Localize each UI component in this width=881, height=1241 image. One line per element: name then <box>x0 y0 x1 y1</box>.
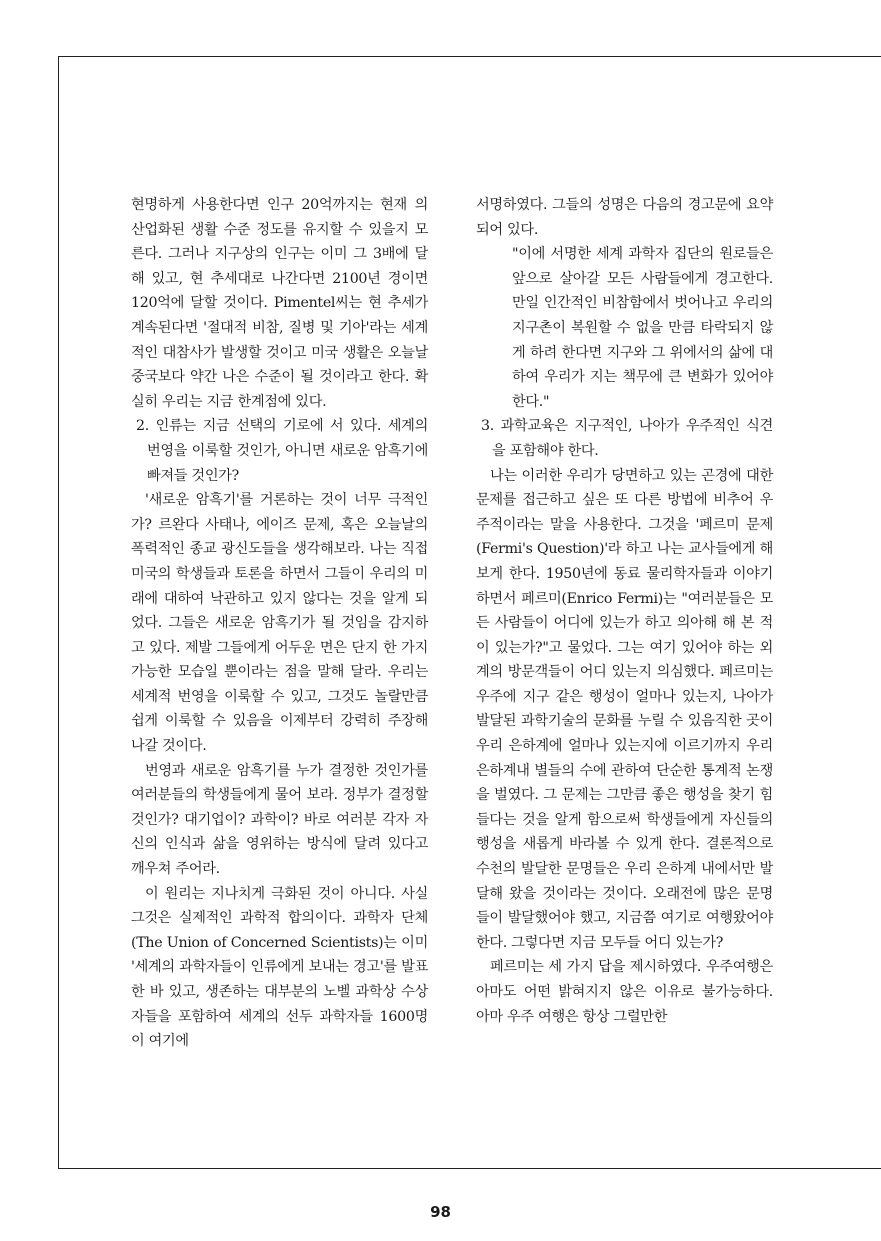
left-column <box>131 193 428 1054</box>
paragraph: 현명하게 사용한다면 인구 20억까지는 현재 의 산업화된 생활 수준 정도를 유지할 수 있을지 모른다. 그러나 지구상의 인구는 이미 그 3배에 달해 있고, 현 추세대로 나간다면 2100년 경이면 120억에 달할 것이다. Pimentel씨는 현 추세가 계속된다면 '절대적 비참, 질병 및 기아'라는 세계적인 대참사가 발생할 것이고 미국 생활은 오늘날 중국보다 약간 나은 수준이 될 것이라고 한다. 확실히 우리는 지금 한계점에 있다. <box>131 197 428 410</box>
numbered-item-3: 3. 과학교육은 지구적인, 나아가 우주적인 식견을 포함해야 한다. <box>481 418 773 459</box>
page-number: 98 <box>430 1203 451 1221</box>
bottom-rule <box>58 1168 881 1169</box>
block-quote: "이에 서명한 세계 과학자 집단의 원로들은 앞으로 살아갈 모든 사람들에게 경고한다. 만일 인간적인 비참함에서 벗어나고 우리의 지구촌이 복원할 수 없을 만큼 타락되지 않게 하려 한다면 지구와 그 위에서의 삶에 대하여 우리가 지는 책무에 큰 변화가 있어야 한다." <box>512 246 773 410</box>
paragraph: 번영과 새로운 암흑기를 누가 결정한 것인가를 여러분들의 학생들에게 물어 보라. 정부가 결정할 것인가? 대기업이? 과학이? 바로 여러분 각자 자신의 인식과 삶을 영위하는 방식에 달려 있다고 깨우쳐 주어라. <box>131 762 428 878</box>
paragraph: 나는 이러한 우리가 당면하고 있는 곤경에 대한 문제를 접근하고 싶은 또 다른 방법에 비추어 우주적이라는 말을 사용한다. 그것을 '페르미 문제(Fermi's Question)'라 하고 나는 교사들에게 해 보게 한다. 1950년에 동료 물리학자들과 이야기하면서 페르미(Enrico Fermi)는 "여러분들은 모든 사람들이 어디에 있는가 하고 의아해 해 본 적이 있는가?"고 물었다. 그는 여기 있어야 하는 외계의 방문객들이 어디 있는지 의심했다. 페르미는 우주에 지구 같은 행성이 얼마나 있는지, 나아가 발달된 과학기술의 문화를 누릴 수 있음직한 곳이 우리 은하계에 얼마나 있는지에 이르기까지 우리 은하계내 별들의 수에 관하여 단순한 통계적 논쟁을 벌였다. 그 문제는 그만큼 좋은 행성을 찾기 힘들다는 것을 알게 함으로써 학생들에게 자신들의 행성을 새롭게 바라볼 수 있게 한다. 결론적으로 수천의 발달한 문명들은 우리 은하계 내에서만 발달해 왔을 것이라는 것이다. 오래전에 많은 문명들이 발달했어야 했고, 지금쯤 여기로 여행왔어야 한다. 그렇다면 지금 모두들 어디 있는가? <box>476 467 773 951</box>
top-rule <box>58 56 881 57</box>
paragraph: 서명하였다. 그들의 성명은 다음의 경고문에 요약되어 있다. <box>476 197 773 238</box>
paragraph: '새로운 암흑기'를 거론하는 것이 너무 극적인가? 르완다 사태나, 에이즈 문제, 혹은 오늘날의 폭력적인 종교 광신도들을 생각해보라. 나는 직접 미국의 학생들과 토론을 하면서 그들이 우리의 미래에 대하여 낙관하고 있지 않다는 것을 알게 되었다. 그들은 새로운 암흑기가 될 것임을 감지하고 있다. 제발 그들에게 어두운 면은 단지 한 가지 가능한 모습일 뿐이라는 점을 말해 달라. 우리는 세계적 번영을 이룩할 수 있고, 그것도 놀랄만큼 쉽게 이룩할 수 있음을 이제부터 강력히 주장해 나갈 것이다. <box>131 492 428 755</box>
paragraph: 이 원리는 지나치게 극화된 것이 아니다. 사실 그것은 실제적인 과학적 합의이다. 과학자 단체(The Union of Concerned Scientists)는 이미 '세계의 과학자들이 인류에게 보내는 경고'를 발표한 바 있고, 생존하는 대부분의 노벨 과학상 수상자들을 포함하여 세계의 선두 과학자들 1600명이 여기에 <box>131 885 428 1050</box>
numbered-item-2: 2. 인류는 지금 선택의 기로에 서 있다. 세계의 번영을 이룩할 것인가, 아니면 새로운 암흑기에 빠져들 것인가? <box>136 418 428 484</box>
right-column <box>476 193 773 1029</box>
left-rule <box>58 56 59 1169</box>
paragraph: 페르미는 세 가지 답을 제시하였다. 우주여행은 아마도 어떤 밝혀지지 않은 이유로 불가능하다. 아마 우주 여행은 항상 그럴만한 <box>476 959 773 1025</box>
